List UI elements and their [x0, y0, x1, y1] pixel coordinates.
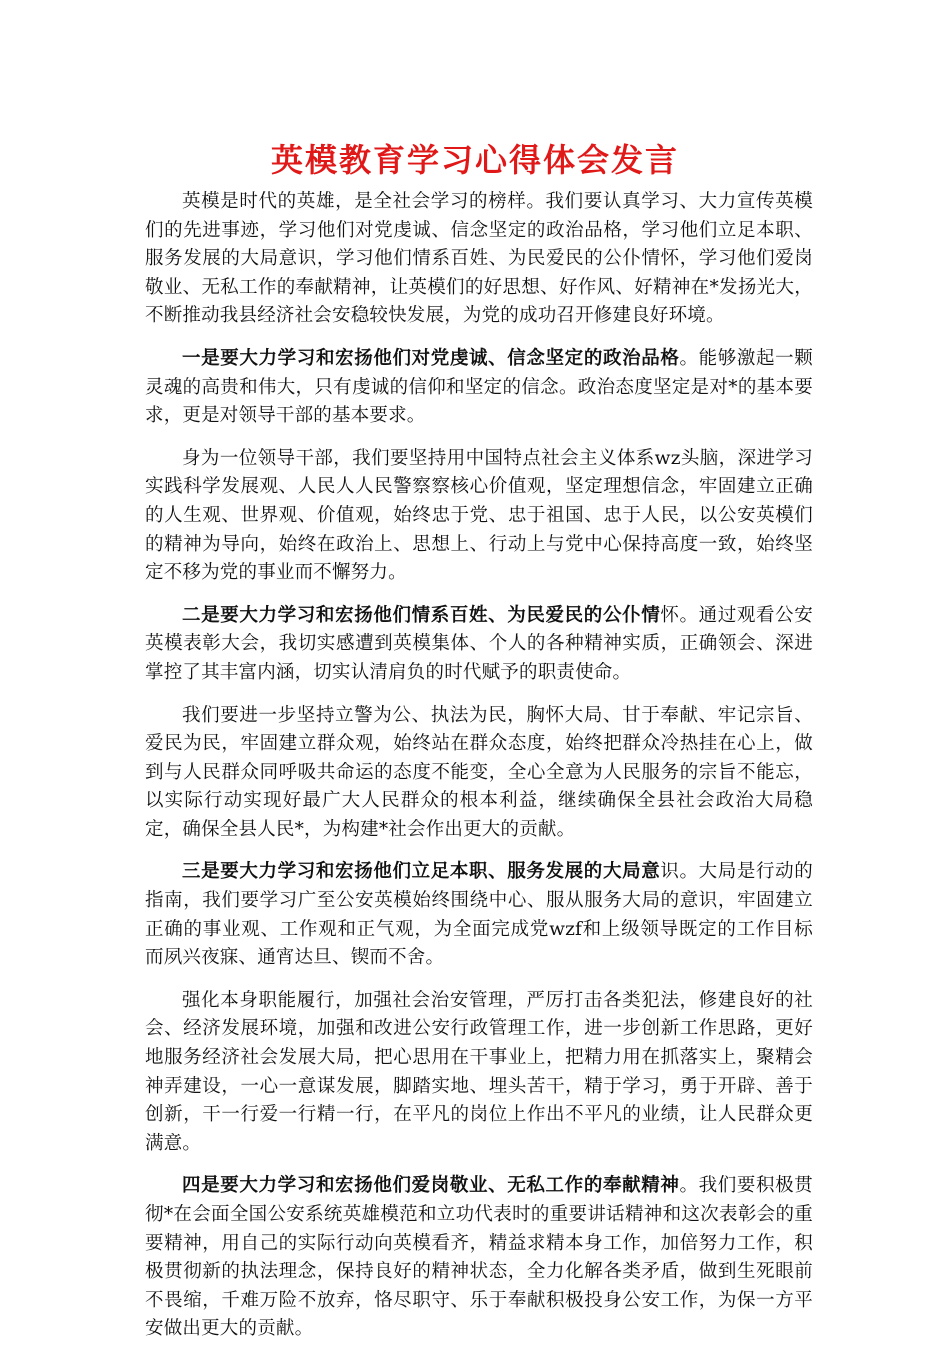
paragraph-3 [145, 445, 813, 588]
paragraph-6 [145, 858, 813, 972]
paragraph-8 [145, 1172, 813, 1344]
paragraph-text: 。我们要积极贯彻*在会面全国公安系统英雄模范和立功代表时的重要讲话精神和这次表彰会的重要精神，用自己的实际行动向英模看齐，精益求精本身工作，加倍努力工作，积极贯彻新的执法理念，保持良好的精神状态，全力化解各类矛盾，做到生死眼前不畏缩，千难万险不放弃，恪尽职守、乐于奉献积极投身公安工作，为保一方平安做出更大的贡献。 [145, 1175, 814, 1340]
document-body [145, 188, 813, 1358]
document-title: 英模教育学习心得体会发言 [270, 141, 679, 179]
paragraph-lead: 二是要大力学习和宏扬他们情系百姓、为民爱民的公仆情 [182, 604, 661, 626]
paragraph-lead: 一是要大力学习和宏扬他们对党虔诚、信念坚定的政治品格 [182, 347, 680, 369]
paragraph-text: 。能够激起一颗灵魂的高贵和伟大，只有虔诚的信仰和坚定的信念。政治态度坚定是对*的基本要求，更是对领导干部的基本要求。 [145, 347, 814, 427]
paragraph-text: 强化本身职能履行，加强社会治安管理，严厉打击各类犯法，修建良好的社会、经济发展环境，加强和改进公安行政管理工作，进一步创新工作思路，更好地服务经济社会发展大局，把心思用在干事业上，把精力用在抓落实上，聚精会神弄建设，一心一意谋发展，脚踏实地、埋头苦干，精于学习，勇于开辟、善于创新，干一行爱一行精一行，在平凡的岗位上作出不平凡的业绩，让人民群众更满意。 [145, 989, 813, 1154]
paragraph-1 [145, 188, 813, 331]
paragraph-2 [145, 345, 813, 431]
paragraph-lead: 四是要大力学习和宏扬他们爱岗敬业、无私工作的奉献精神 [182, 1175, 680, 1197]
paragraph-text: 怀。通过观看公安英模表彰大会，我切实感遭到英模集体、个人的各种精神实质，正确领会、深进掌控了其丰富内涵，切实认清肩负的时代赋予的职责使命。 [145, 604, 813, 683]
paragraph-text: 身为一位领导干部，我们要坚持用中国特点社会主义体系wz头脑，深进学习实践科学发展观、人民人人民警察察核心价值观，坚定理想信念，牢固建立正确的人生观、世界观、价值观，始终忠于党、忠于祖国、忠于人民，以公安英模们的精神为导向，始终在政治上、思想上、行动上与党中心保持高度一致，始终坚定不移为党的事业而不懈努力。 [145, 447, 813, 584]
paragraph-lead: 三是要大力学习和宏扬他们立足本职、服务发展的大局意 [182, 861, 661, 883]
paragraph-5 [145, 702, 813, 845]
paragraph-text: 我们要进一步坚持立警为公、执法为民，胸怀大局、甘于奉献、牢记宗旨、爱民为民，牢固建立群众观，始终站在群众态度，始终把群众冷热挂在心上，做到与人民群众同呼吸共命运的态度不能变，全心全意为人民服务的宗旨不能忘，以实际行动实现好最广大人民群众的根本利益，继续确保全县社会政治大局稳定，确保全县人民*，为构建*社会作出更大的贡献。 [145, 704, 813, 840]
paragraph-4 [145, 602, 813, 688]
paragraph-7 [145, 987, 813, 1159]
paragraph-text: 英模是时代的英雄，是全社会学习的榜样。我们要认真学习、大力宣传英模们的先进事迹，学习他们对党虔诚、信念坚定的政治品格，学习他们立足本职、服务发展的大局意识，学习他们情系百姓、为民爱民的公仆情怀，学习他们爱岗敬业、无私工作的奉献精神，让英模们的好思想、好作风、好精神在*发扬光大，不断推动我县经济社会安稳较快发展，为党的成功召开修建良好环境。 [145, 191, 813, 327]
paragraph-text: 识。大局是行动的指南，我们要学习广至公安英模始终围绕中心、服从服务大局的意识，牢固建立正确的事业观、工作观和正气观，为全面完成党wzf和上级领导既定的工作目标而夙兴夜寐、通宵达旦、锲而不舍。 [145, 861, 813, 969]
